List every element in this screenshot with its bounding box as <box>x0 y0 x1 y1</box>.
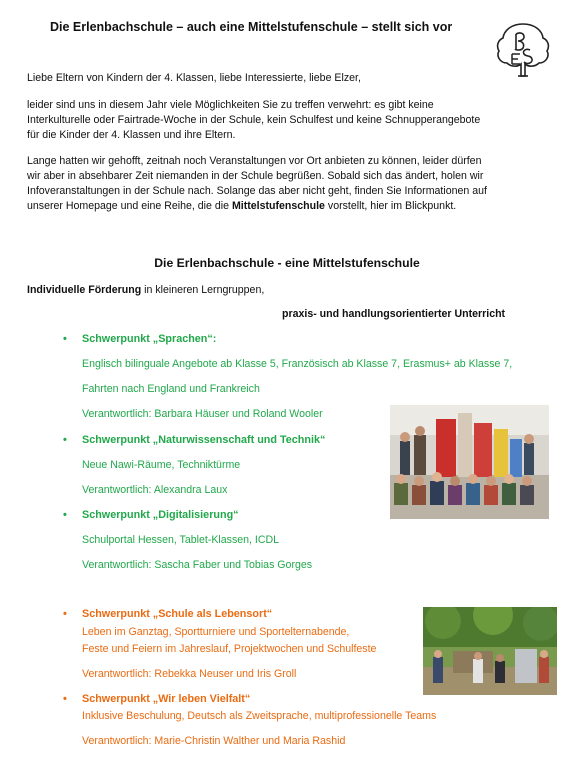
outdoor-activity-photo <box>423 607 557 695</box>
paragraph-line: Interkulturelle oder Fairtrade-Woche in der Schule, kein Schulfest und keine Schnupperangebote <box>27 114 481 126</box>
section-line: Englisch bilinguale Angebote ab Klasse 5, Französisch ab Klasse 7, Erasmus+ ab Klasse 7, <box>82 358 513 370</box>
section-line: Inklusive Beschulung, Deutsch als Zweitsprache, multiprofessionelle Teams <box>82 710 437 722</box>
page-title: Die Erlenbachschule – auch eine Mittelstufenschule – stellt sich vor <box>50 20 453 34</box>
section-responsible: Verantwortlich: Barbara Häuser und Roland Wooler <box>82 408 323 420</box>
paragraph-line: wir aber in absehbarer Zeit niemanden in der Schule begrüßen. Sobald sich das ändert, holen wir <box>27 170 484 182</box>
paragraph-line: leider sind uns in diesem Jahr viele Möglichkeiten Sie zu treffen verwehrt: es gibt keine <box>27 99 434 111</box>
text-span: vorstellt, hier im Blickpunkt. <box>324 200 457 212</box>
section-line: Leben im Ganztag, Sportturniere und Sportelternabende, <box>82 626 350 638</box>
intro-line <box>27 283 557 298</box>
section-line: Neue Nawi-Räume, Techniktürme <box>82 459 241 471</box>
paragraph-line <box>27 199 557 214</box>
bullet-icon: • <box>63 693 67 705</box>
section-title: Die Erlenbachschule - eine Mittelstufenschule <box>154 256 420 270</box>
section-heading: Schwerpunkt „Schule als Lebensort“ <box>82 608 273 620</box>
text-span: unserer Homepage und eine Reihe, die die <box>27 200 232 212</box>
section-heading: Schwerpunkt „Naturwissenschaft und Technik“ <box>82 434 326 446</box>
bullet-icon: • <box>63 434 67 446</box>
section-heading: Schwerpunkt „Digitalisierung“ <box>82 509 239 521</box>
paragraph-line: Lange hatten wir gehofft, zeitnah noch Veranstaltungen vor Ort anbieten zu können, leider dürfen <box>27 155 482 167</box>
section-responsible: Verantwortlich: Marie-Christin Walther und Maria Rashid <box>82 735 346 747</box>
bullet-icon: • <box>63 608 67 620</box>
section-responsible: Verantwortlich: Sascha Faber und Tobias Gorges <box>82 559 313 571</box>
paragraph-info <box>27 154 557 214</box>
section-line: Fahrten nach England und Frankreich <box>82 383 260 395</box>
classroom-group-photo <box>390 405 549 519</box>
intro-right: praxis- und handlungsorientierter Unterricht <box>282 308 506 320</box>
paragraph-line: Infoveranstaltungen in der Schule nach. Solange das aber nicht geht, finden Sie Informationen auf <box>27 185 487 197</box>
highlight-term: Mittelstufenschule <box>231 200 325 212</box>
paragraph-line: für die Kinder der 4. Klassen und ihre Eltern. <box>27 129 236 141</box>
section-responsible: Verantwortlich: Alexandra Laux <box>82 484 228 496</box>
intro-rest: in kleineren Lerngruppen, <box>141 284 265 296</box>
section-responsible: Verantwortlich: Rebekka Neuser und Iris Groll <box>82 668 297 680</box>
section-heading: Schwerpunkt „Sprachen“: <box>82 333 217 345</box>
paragraph-intro <box>27 98 557 143</box>
bullet-icon: • <box>63 333 67 345</box>
section-line: Schulportal Hessen, Tablet-Klassen, ICDL <box>82 534 280 546</box>
bullet-icon: • <box>63 509 67 521</box>
intro-bold: Individuelle Förderung <box>27 284 142 296</box>
salutation: Liebe Eltern von Kindern der 4. Klassen, liebe Interessierte, liebe Elzer, <box>27 72 361 84</box>
section-heading: Schwerpunkt „Wir leben Vielfalt“ <box>82 693 251 705</box>
section-line: Feste und Feiern im Jahreslauf, Projektwochen und Schulfeste <box>82 643 377 655</box>
